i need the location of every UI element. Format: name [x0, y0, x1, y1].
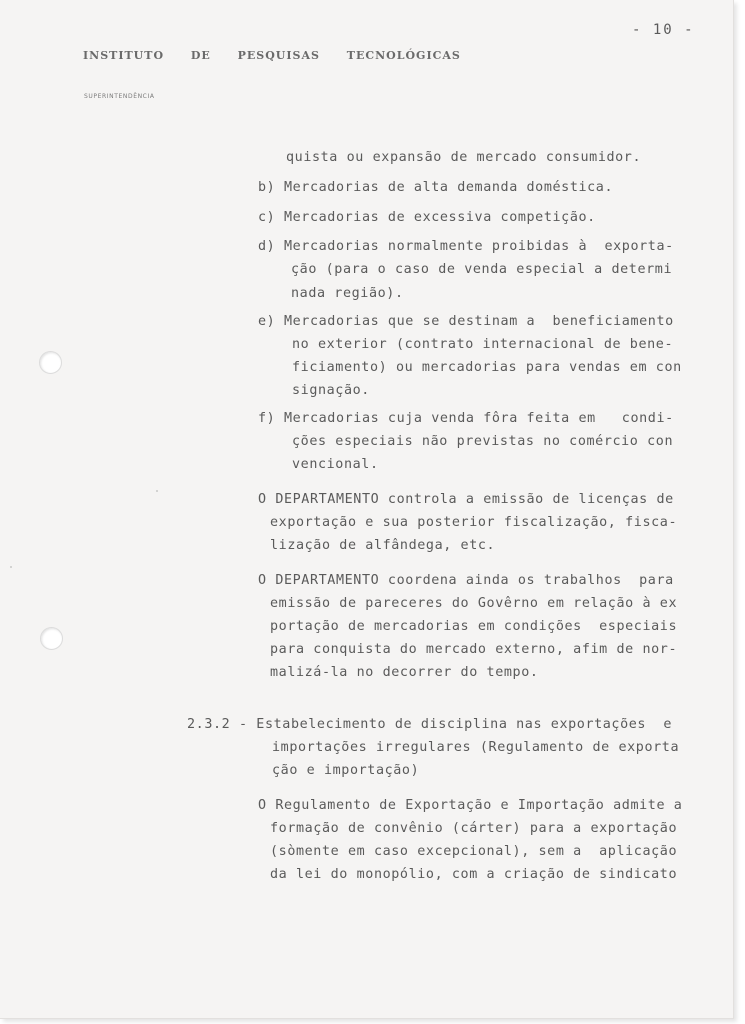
punch-hole-lower	[40, 627, 63, 650]
text-line: importações irregulares (Regulamento de exporta	[272, 740, 680, 755]
text-line: ficiamento) ou mercadorias para vendas em con	[292, 360, 682, 375]
department-header: SUPERINTENDÊNCIA	[84, 93, 155, 100]
text-line: c) Mercadorias de excessiva competição.	[258, 210, 596, 225]
text-line: e) Mercadorias que se destinam a beneficiamento	[258, 314, 674, 329]
paper-speck	[156, 490, 158, 492]
text-line: exportação e sua posterior fiscalização, fisca-	[270, 515, 678, 530]
text-line: portação de mercadorias em condições especiais	[270, 619, 678, 634]
text-line: O DEPARTAMENTO coordena ainda os trabalhos para	[258, 573, 674, 588]
text-line: quista ou expansão de mercado consumidor.	[286, 150, 642, 165]
text-line: formação de convênio (cárter) para a exportação	[270, 821, 678, 836]
text-line: signação.	[292, 383, 370, 398]
text-line: para conquista do mercado externo, afim de nor-	[270, 642, 678, 657]
section-heading: 2.3.2 - Estabelecimento de disciplina nas exportações e	[187, 717, 673, 732]
text-line: ções especiais não previstas no comércio con	[292, 434, 674, 449]
text-line: nada região).	[291, 286, 404, 301]
text-line: ção (para o caso de venda especial a determi	[291, 262, 673, 277]
text-line: O Regulamento de Exportação e Importação admite a	[258, 798, 683, 813]
punch-hole-upper	[39, 351, 62, 374]
paper-speck	[10, 566, 12, 568]
text-line: ção e importação)	[272, 763, 420, 778]
text-line: da lei do monopólio, com a criação de sindicato	[270, 867, 678, 882]
text-line: lização de alfândega, etc.	[270, 538, 496, 553]
text-line: O DEPARTAMENTO controla a emissão de licenças de	[258, 492, 674, 507]
page-number: - 10 -	[632, 22, 695, 38]
text-line: (sòmente em caso excepcional), sem a aplicação	[270, 844, 678, 859]
text-line: b) Mercadorias de alta demanda doméstica.	[258, 180, 614, 195]
text-line: d) Mercadorias normalmente proibidas à exporta-	[258, 239, 674, 254]
text-line: emissão de pareceres do Govêrno em relação à ex	[270, 596, 678, 611]
text-line: no exterior (contrato internacional de bene-	[292, 337, 674, 352]
text-line: vencional.	[292, 457, 379, 472]
text-line: malizá-la no decorrer do tempo.	[270, 665, 539, 680]
institution-header: INSTITUTO DE PESQUISAS TECNOLÓGICAS	[83, 49, 461, 62]
text-line: f) Mercadorias cuja venda fôra feita em condi-	[258, 411, 674, 426]
